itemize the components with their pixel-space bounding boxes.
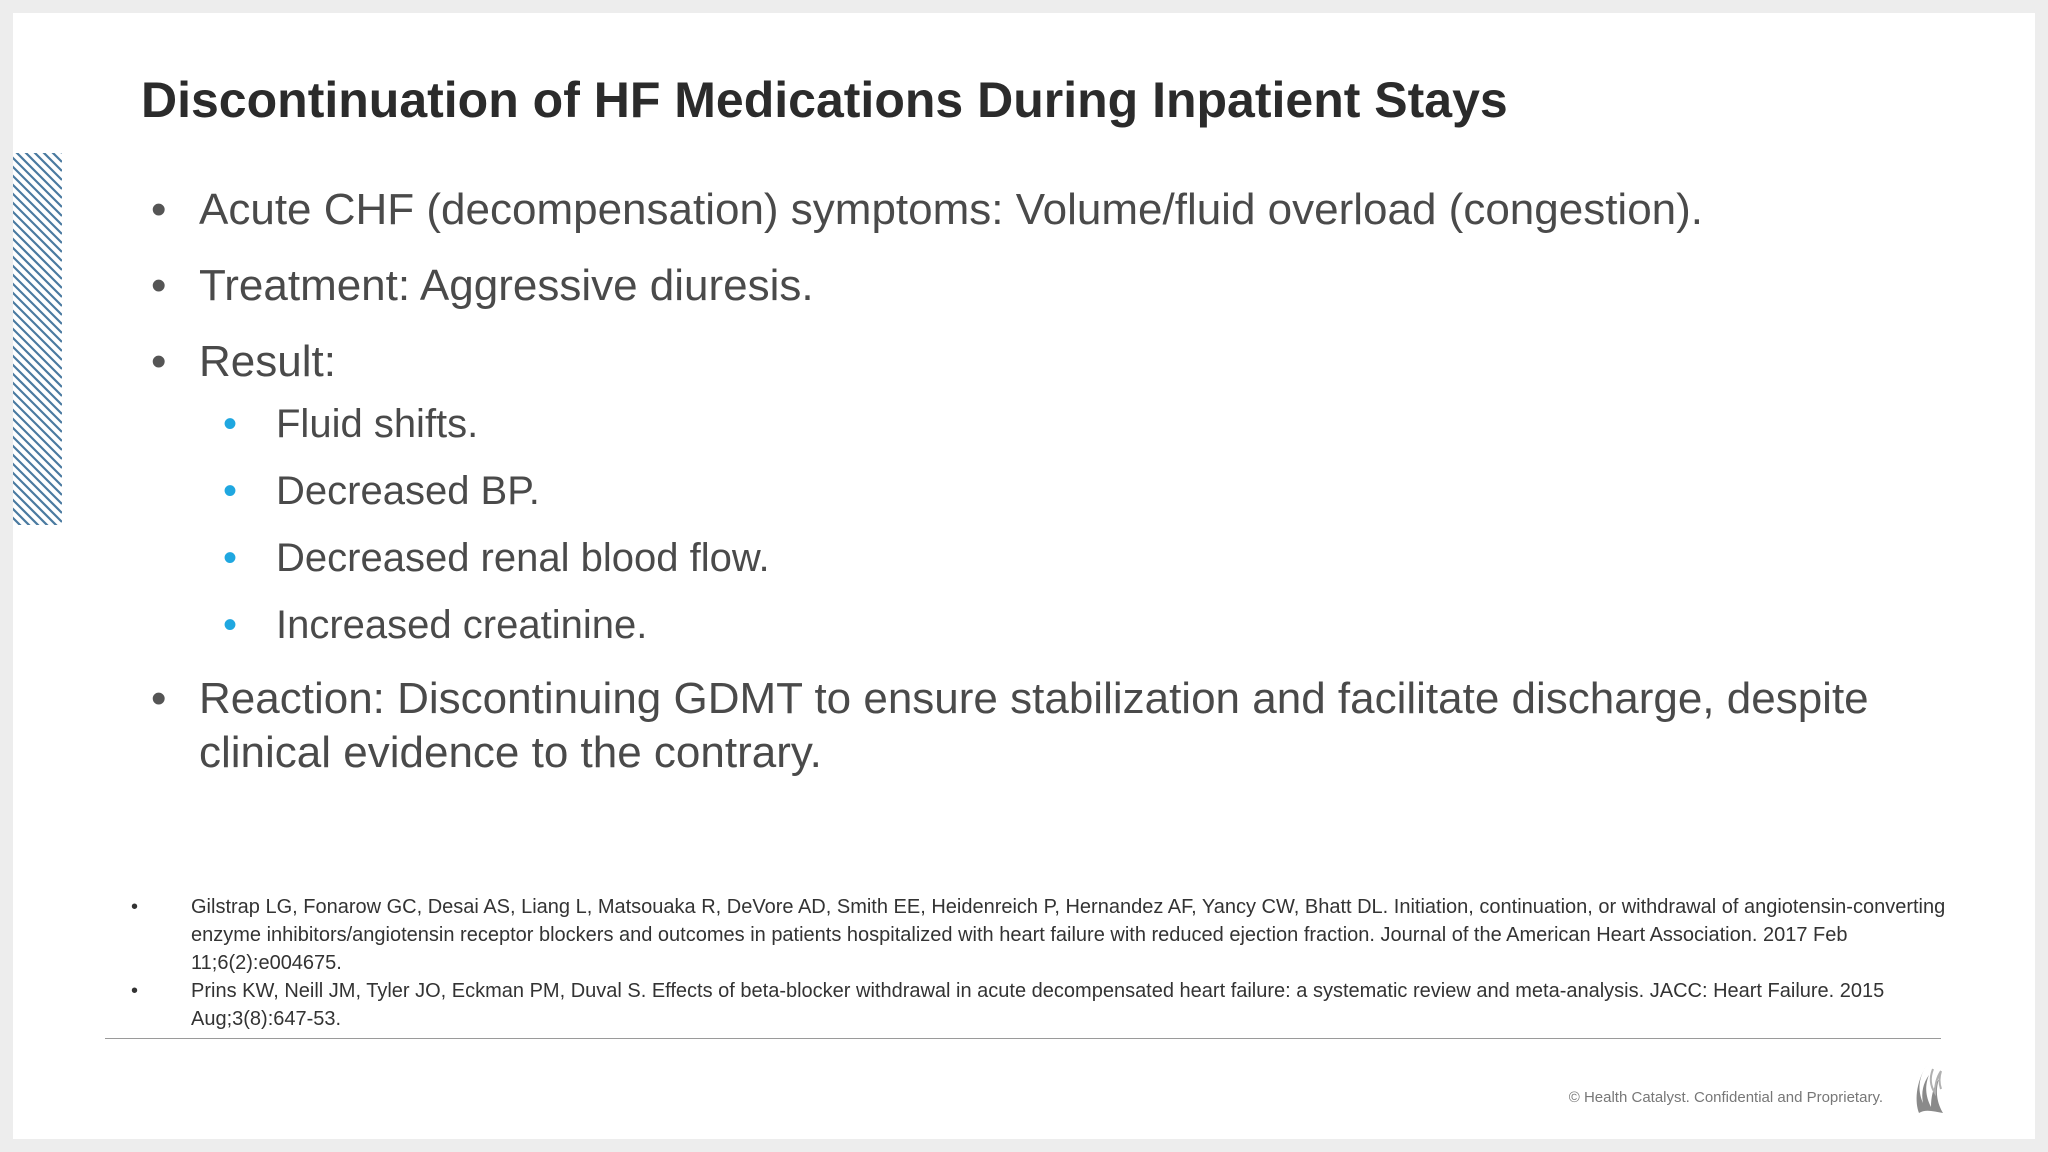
stripe-line bbox=[13, 153, 62, 207]
slide bbox=[13, 13, 2035, 1139]
bullet-result bbox=[141, 335, 1961, 650]
bullet-treatment bbox=[141, 259, 1961, 313]
bullet-result-text: Result: bbox=[199, 337, 336, 386]
references-list bbox=[131, 893, 1961, 1033]
slide-title: Discontinuation of HF Medications During Inpatient Stays bbox=[141, 72, 1508, 128]
reference-prins: • Prins KW, Neill JM, Tyler JO, Eckman PM, Duval S. Effects of beta-blocker withdrawal in acute decompensated heart failure: a systematic review and meta-analysis. JACC: Heart Failure. 2015 Aug;3(8):647-53. bbox=[131, 977, 1961, 1033]
sub-bullet-fluid-shifts: • Fluid shifts. bbox=[199, 399, 1961, 449]
health-catalyst-flame-icon bbox=[1913, 1063, 1945, 1115]
bullet-reaction-text: Reaction: Discontinuing GDMT to ensure stabilization and facilitate discharge, despite clinical evidence to the contrary. bbox=[199, 674, 1869, 777]
result-sub-list bbox=[199, 399, 1961, 650]
stripe-line bbox=[13, 478, 62, 525]
bullet-symptoms-text: Acute CHF (decompensation) symptoms: Volume/fluid overload (congestion). bbox=[199, 185, 1704, 234]
sub-bullet-decreased-bp: • Decreased BP. bbox=[199, 466, 1961, 516]
footer-divider bbox=[105, 1038, 1941, 1039]
footer-copyright: © Health Catalyst. Confidential and Proprietary. bbox=[1568, 1089, 1883, 1106]
main-bullet-list bbox=[141, 183, 1961, 802]
sub-bullet-renal-flow: • Decreased renal blood flow. bbox=[199, 533, 1961, 583]
bullet-treatment-text: Treatment: Aggressive diuresis. bbox=[199, 261, 814, 310]
reference-gilstrap: • Gilstrap LG, Fonarow GC, Desai AS, Liang L, Matsouaka R, DeVore AD, Smith EE, Heidenreich P, Hernandez AF, Yancy CW, Bhatt DL. Initiation, continuation, or withdrawal of angiotensin-converting enzyme inhibitors/angiotensin receptor blockers and outcomes in patients hospitalized with heart failure with reduced ejection fraction. Journal of the American Heart Association. 2017 Feb 11;6(2):e004675. bbox=[131, 893, 1961, 977]
stripe-line bbox=[13, 496, 62, 525]
sub-bullet-creatinine: • Increased creatinine. bbox=[199, 600, 1961, 650]
bullet-reaction bbox=[141, 672, 1961, 780]
bullet-symptoms bbox=[141, 183, 1961, 237]
diagonal-stripes-icon bbox=[13, 153, 62, 525]
